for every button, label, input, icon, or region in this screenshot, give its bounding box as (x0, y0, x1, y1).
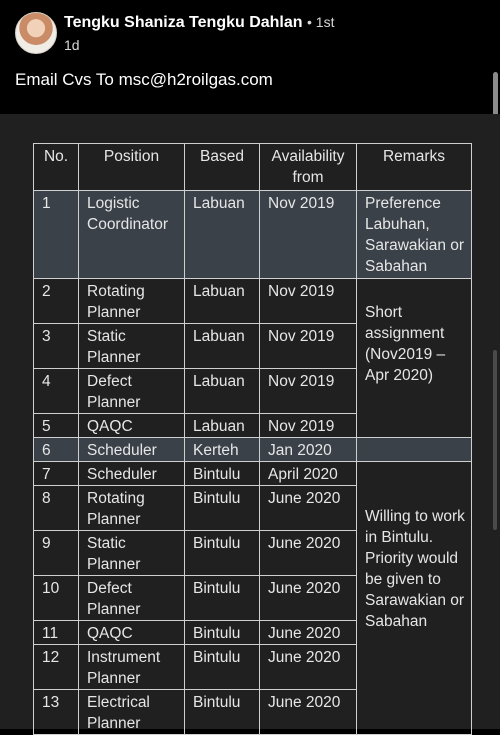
cell-position: Static Planner (79, 324, 185, 369)
cell-no: 1 (34, 191, 79, 279)
cell-based: Labuan (185, 324, 260, 369)
cell-position: Instrument Planner (79, 645, 185, 690)
cell-availability: Nov 2019 (260, 191, 357, 279)
table-row (34, 191, 472, 279)
author-name-text[interactable]: Tengku Shaniza Tengku Dahlan (64, 14, 303, 31)
cell-no: 2 (34, 279, 79, 324)
cell-no: 3 (34, 324, 79, 369)
cell-based: Kerteh (185, 438, 260, 462)
author-avatar[interactable] (15, 12, 57, 54)
cell-no: 11 (34, 621, 79, 645)
cell-no: 9 (34, 531, 79, 576)
cell-position: QAQC (79, 621, 185, 645)
post-text: Email Cvs To msc@h2roilgas.com (15, 70, 273, 89)
post-time: 1d (64, 37, 80, 53)
connection-degree: • 1st (307, 14, 335, 30)
cell-based: Bintulu (185, 621, 260, 645)
cell-no: 10 (34, 576, 79, 621)
table-row (34, 279, 472, 324)
cell-position: Defect Planner (79, 576, 185, 621)
post-header (0, 0, 500, 114)
cell-no: 4 (34, 369, 79, 414)
cell-position: Defect Planner (79, 369, 185, 414)
cell-position: Logistic Coordinator (79, 191, 185, 279)
author-name[interactable] (64, 14, 334, 32)
cell-position: Scheduler (79, 438, 185, 462)
header-no: No. (34, 144, 79, 191)
header-remarks: Remarks (357, 144, 472, 191)
cell-position: Electrical Planner (79, 690, 185, 735)
cell-no: 12 (34, 645, 79, 690)
cell-position: Rotating Planner (79, 486, 185, 531)
cell-remarks: Short assignment (Nov2019 – Apr 2020) (357, 279, 472, 438)
cell-availability: June 2020 (260, 645, 357, 690)
cell-based: Bintulu (185, 531, 260, 576)
cell-position: Rotating Planner (79, 279, 185, 324)
cell-no: 13 (34, 690, 79, 735)
header-position: Position (79, 144, 185, 191)
cell-based: Bintulu (185, 462, 260, 486)
cell-availability: June 2020 (260, 576, 357, 621)
cell-no: 6 (34, 438, 79, 462)
cell-availability: June 2020 (260, 690, 357, 735)
jobs-table (33, 143, 472, 735)
cell-no: 5 (34, 414, 79, 438)
cell-availability: Nov 2019 (260, 414, 357, 438)
cell-availability: Nov 2019 (260, 279, 357, 324)
cell-based: Labuan (185, 414, 260, 438)
cell-position: QAQC (79, 414, 185, 438)
image-scrollbar (493, 350, 497, 530)
cell-availability: April 2020 (260, 462, 357, 486)
cell-availability: Jan 2020 (260, 438, 357, 462)
table-header-row (34, 144, 472, 191)
cell-availability: June 2020 (260, 621, 357, 645)
header-availability: Availability from (260, 144, 357, 191)
cell-remarks: Willing to work in Bintulu. Priority would be given to Sarawakian or Sabahan (357, 462, 472, 735)
cell-remarks (357, 438, 472, 462)
cell-based: Bintulu (185, 486, 260, 531)
cell-availability: Nov 2019 (260, 324, 357, 369)
cell-no: 7 (34, 462, 79, 486)
cell-availability: June 2020 (260, 531, 357, 576)
cell-availability: June 2020 (260, 486, 357, 531)
cell-position: Static Planner (79, 531, 185, 576)
cell-based: Labuan (185, 191, 260, 279)
cell-based: Labuan (185, 369, 260, 414)
cell-position: Scheduler (79, 462, 185, 486)
cell-based: Bintulu (185, 690, 260, 735)
cell-based: Bintulu (185, 576, 260, 621)
cell-based: Bintulu (185, 645, 260, 690)
table-row (34, 438, 472, 462)
table-row (34, 462, 472, 486)
cell-based: Labuan (185, 279, 260, 324)
header-based: Based (185, 144, 260, 191)
cell-availability: Nov 2019 (260, 369, 357, 414)
cell-no: 8 (34, 486, 79, 531)
cell-remarks: Preference Labuhan, Sarawakian or Sabahan (357, 191, 472, 279)
